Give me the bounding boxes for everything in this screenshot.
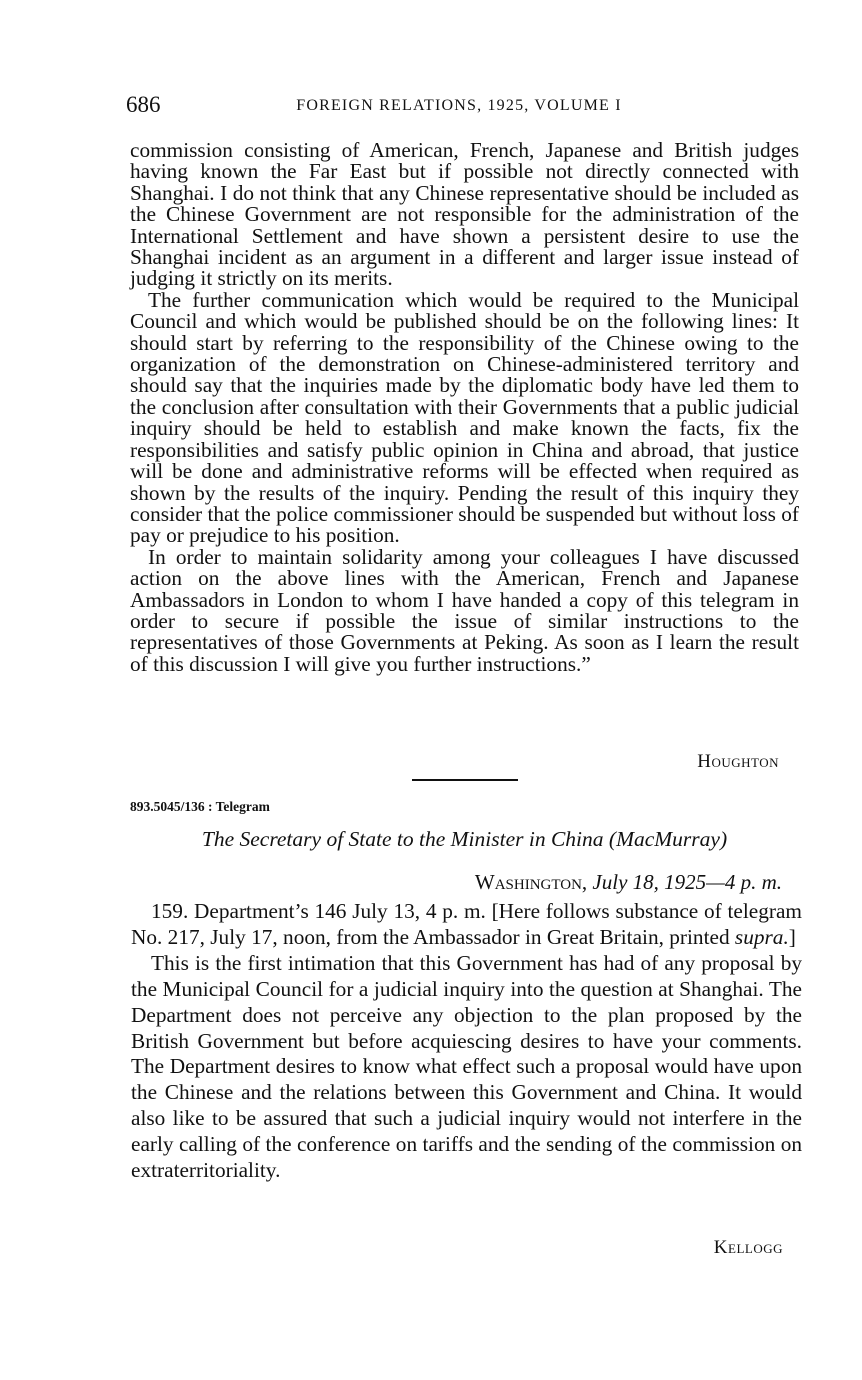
closing-bracket: ] <box>788 924 796 949</box>
document-title: The Secretary of State to the Minister in China (MacMurray) <box>201 827 728 851</box>
dateline-place: Washington, <box>474 870 588 894</box>
paragraph: The further communication which would be required to the Municipal Council and which would be published should be on the following lines: It should start by referring to the responsibility of the Chinese owing to the organization of the demonstration on Chinese-administered territory and should say that the inquiries made by the diplomatic body have led them to the conclusion after consultation with their Governments that a public judicial inquiry should be held to establish and make known the facts, fix the responsibilities and satisfy public opinion in China and abroad, that justice will be done and administrative reforms will be effected when required as shown by the results of the inquiry. Pending the result of this inquiry they consider that the police commissioner should be suspended but without loss of pay or prejudice to his position. <box>130 287 799 548</box>
file-reference: 893.5045/136 : Telegram <box>130 799 270 814</box>
continued-telegram-text <box>130 140 799 675</box>
paragraph: This is the first intimation that this Government has had of any proposal by the Municipal Council for a judicial inquiry into the question at Shanghai. The Department does not perceive any objection to the plan proposed by the British Government but before acquiescing desires to have your comments. The Department desires to know what effect such a proposal would have upon the Chinese and the relations between this Government and China. It would also like to be assured that such a judicial inquiry would not interfere in the early calling of the conference on tariffs and the sending of the commission on extraterritoriality. <box>131 950 802 1183</box>
running-head: FOREIGN RELATIONS, 1925, VOLUME I <box>296 97 622 114</box>
page-number: 686 <box>126 92 161 117</box>
paragraph: In order to maintain solidarity among your colleagues I have discussed action on the above lines with the American, French and Japanese Ambassadors in London to whom I have handed a copy of this telegram in order to secure if possible the issue of similar instructions to the representatives of those Governments at Peking. As soon as I learn the result of this discussion I will give you further instructions.” <box>130 544 799 676</box>
signature-kellogg: Kellogg <box>713 1237 783 1258</box>
page-header <box>126 92 792 122</box>
paragraph-text: 159. Department’s 146 July 13, 4 p. m. [Here follows substance of telegram No. 217, July 17, noon, from the Ambassador in Great Britain, printed <box>131 899 802 949</box>
paragraph <box>131 899 802 951</box>
dateline <box>475 869 782 895</box>
paragraph: commission consisting of American, French, Japanese and British judges having known the Far East but if possible not directly connected with Shanghai. I do not think that any Chinese representative should be included as the Chinese Government are not responsible for the administration of the International Settlement and have shown a persistent desire to use the Shanghai incident as an argument in a different and larger issue instead of judging it strictly on its merits. <box>130 138 799 291</box>
italic-reference: supra. <box>734 924 789 949</box>
section-divider <box>412 779 518 781</box>
signature-houghton: Houghton <box>697 751 779 772</box>
dateline-date: July 18, 1925—4 p. m. <box>592 870 782 894</box>
telegram-body <box>131 899 802 1184</box>
